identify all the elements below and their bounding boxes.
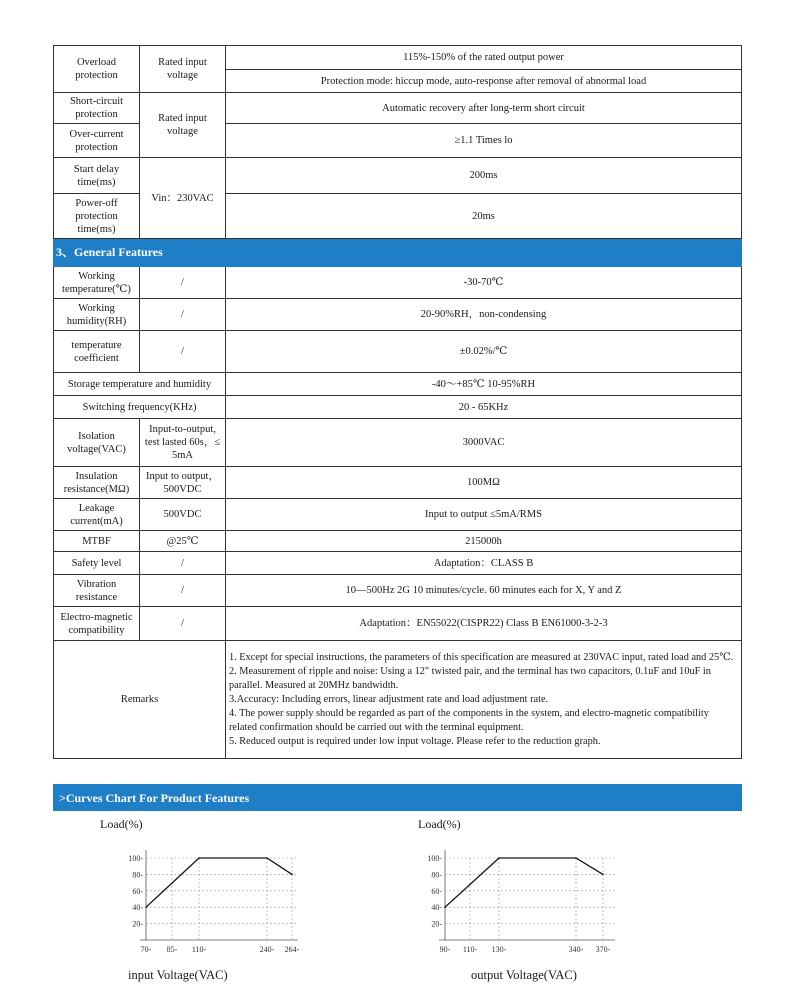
right-chart-data-point [575,857,577,859]
mtbf-condition: @25℃ [140,531,226,552]
working-temp-condition: / [140,267,226,299]
isolation-label: Isolation voltage(VAC) [54,419,140,467]
curves-section-title: >Curves Chart For Product Features [53,784,742,811]
left-chart-x-tick-label: 240- [259,945,275,954]
output-derating-chart [415,845,625,955]
section-title: 3、General Features [54,239,742,267]
right-chart-data-point [498,857,500,859]
overload-value-2: Protection mode: hiccup mode, auto-response after removal of abnormal load [226,70,742,93]
left-chart-xlabel: input Voltage(VAC) [128,968,228,982]
left-chart-data-point [198,857,200,859]
right-chart-x-tick-label: 130- [491,945,507,954]
left-chart-data-point [291,874,293,876]
remarks-line-5: 5. Reduced output is required under low input voltage. Please refer to the reduction graph. [229,735,601,747]
overload-label: Overload protection [54,46,140,93]
right-chart-ylabel: Load(%) [418,817,461,831]
vibration-label: Vibration resistance [54,575,140,607]
left-chart-data-point [145,906,147,908]
overload-value-1: 115%-150% of the rated output power [226,46,742,70]
insulation-label: Insulation resistance(MΩ) [54,467,140,499]
safety-label: Safety level [54,552,140,575]
temp-coeff-condition: / [140,331,226,373]
short-circuit-label: Short-circuit protection [54,93,140,124]
left-chart-y-tick-label: 100- [128,854,143,863]
right-chart-x-tick-label: 370- [595,945,611,954]
mtbf-label: MTBF [54,531,140,552]
switching-value: 20 - 65KHz [226,396,742,419]
input-derating-chart [118,845,308,955]
right-chart-y-tick-label: 100- [427,854,442,863]
leakage-label: Leakage current(mA) [54,499,140,531]
storage-label: Storage temperature and humidity [54,373,226,396]
working-temp-value: -30-70℃ [226,267,742,299]
right-chart-derating-line [445,858,603,907]
left-chart-x-tick-label: 110- [191,945,207,954]
left-chart-data-point [266,857,268,859]
insulation-value: 100MΩ [226,467,742,499]
right-chart-y-tick-label: 20- [431,919,442,929]
vibration-condition: / [140,575,226,607]
left-chart-x-tick-label: 70- [140,945,152,954]
left-chart-derating-line [146,858,292,907]
temp-coeff-value: ±0.02%/℃ [226,331,742,373]
remarks-line-4: 4. The power supply should be regarded as part of the components in the system, and electro-magnetic compatibility related confirmation should be carried out with the terminal equipment. [229,707,709,733]
emc-value: Adaptation：EN55022(CISPR22) Class B EN61000-3-2-3 [226,607,742,641]
spec-table [53,45,742,759]
left-chart-x-tick-label: 264- [284,945,300,954]
left-chart-y-tick-label: 80- [132,870,143,880]
right-chart-y-tick-label: 60- [431,886,442,896]
vibration-value: 10—500Hz 2G 10 minutes/cycle. 60 minutes each for X, Y and Z [226,575,742,607]
right-chart-x-tick-label: 90- [439,945,451,954]
right-chart-xlabel: output Voltage(VAC) [471,968,577,982]
switching-label: Switching frequency(KHz) [54,396,226,419]
working-temp-label: Working temperature(℃) [54,267,140,299]
isolation-condition: Input-to-output, test lasted 60s，≤ 5mA [140,419,226,467]
remarks-line-3: 3.Accuracy: Including errors, linear adjustment rate and load adjustment rate. [229,693,549,705]
short-circuit-value: Automatic recovery after long-term short circuit [226,93,742,124]
safety-value: Adaptation：CLASS B [226,552,742,575]
right-chart-data-point [602,874,604,876]
remarks-label: Remarks [54,641,226,759]
left-chart-x-tick-label: 85- [166,945,178,954]
emc-condition: / [140,607,226,641]
remarks-line-1: 1. Except for special instructions, the parameters of this specification are measured at 230VAC input, rated load and 25℃. [229,651,734,663]
over-current-value: ≥1.1 Times lo [226,124,742,158]
safety-condition: / [140,552,226,575]
remarks-line-2: 2. Measurement of ripple and noise: Using a 12" twisted pair, and the terminal has two capacitors, 0.1uF and 10uF in parallel. Measured at 20MHz bandwidth. [229,665,711,691]
leakage-condition: 500VDC [140,499,226,531]
leakage-value: Input to output ≤5mA/RMS [226,499,742,531]
start-delay-condition: Vin：230VAC [140,158,226,239]
right-chart-y-tick-label: 40- [431,903,442,913]
left-chart-y-tick-label: 20- [132,919,143,929]
start-delay-value: 200ms [226,158,742,194]
overload-condition: Rated input voltage [140,46,226,93]
right-chart-y-tick-label: 80- [431,870,442,880]
over-current-label: Over-current protection [54,124,140,158]
remarks-text [226,641,742,759]
insulation-condition: Input to output，500VDC [140,467,226,499]
isolation-value: 3000VAC [226,419,742,467]
emc-label: Electro-magnetic compatibility [54,607,140,641]
working-humidity-label: Working humidity(RH) [54,299,140,331]
working-humidity-value: 20-90%RH，non-condensing [226,299,742,331]
left-chart-y-tick-label: 60- [132,886,143,896]
working-humidity-condition: / [140,299,226,331]
mtbf-value: 215000h [226,531,742,552]
storage-value: -40～+85℃ 10-95%RH [226,373,742,396]
power-off-value: 20ms [226,194,742,239]
left-chart-y-tick-label: 40- [132,903,143,913]
right-chart-x-tick-label: 110- [462,945,478,954]
left-chart-ylabel: Load(%) [100,817,143,831]
start-delay-label: Start delay time(ms) [54,158,140,194]
right-chart-x-tick-label: 340- [568,945,584,954]
right-chart-data-point [444,906,446,908]
power-off-label: Power-off protection time(ms) [54,194,140,239]
short-circuit-condition: Rated input voltage [140,93,226,158]
temp-coeff-label: temperature coefficient [54,331,140,373]
